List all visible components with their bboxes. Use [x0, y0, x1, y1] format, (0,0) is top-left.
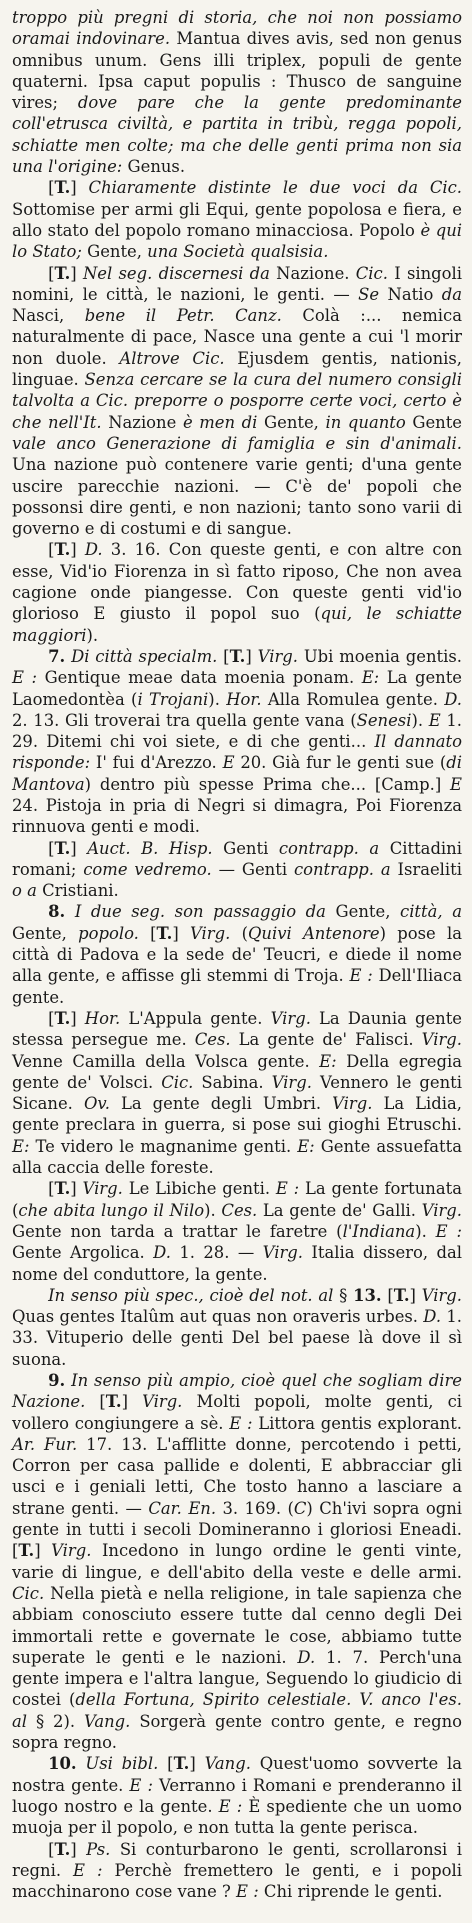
paragraph-libiche-genti: [T.] Virg. Le Libiche genti. E : La gente fortunata (che abita lungo il Nilo). Ces. La gente de' Galli. Virg. Gente non tarda a trattar le faretre (l'Indiana). E : Gente Argolica. D. 1. 28. — Virg. Italia dissero, dal nome del conduttore, la gente. [12, 1179, 462, 1284]
paragraph-nazione: [T.] Nel seg. discernesi da Nazione. Cic. I singoli nomini, le città, le nazioni, le genti. — Se Natio da Nasci, bene il Petr. Canz. Colà :... nemica naturalmente di pace, Nasce una gente a cui 'l morir non duole. Altrove Cic. Ejusdem gentis, nationis, linguae. Senza cercare se la cura del numero consigli talvolta a Cic. preporre o posporre certe voci, certo è che nell'It. Nazione è men di Gente, in quanto Gente vale anco Generazione di famiglia e sin d'animali. Una nazione può contenere varie genti; d'una gente uscire parecchie nazioni. — C'è de' popoli che possonsi dire genti, e non nazioni; tanto sono varii di governo e di costumi e di sangue. [12, 263, 463, 539]
section-9-nazione: 9. In senso più ampio, cioè quel che sogliam dire Nazione. [T.] Virg. Molti popoli, molte genti, ci vollero congiungere a sè. E : Littora gentis explorant. Ar. Fur. 17. 13. L'afflitte donne, percotendo i petti, Corron per casa pallide e dolenti, E abbracciar gli usci e i geniali letti, Che tosto hanno a lasciare a strane genti. — Car. En. 3. 169. (C) Ch'ivi sopra ogni gente in tutti i secoli Domineranno i gloriosi Eneadi. [T.] Virg. Incedono in lungo ordine le genti vinte, varie di lingue, e dell'abito della veste e delle armi. Cic. Nella pietà e nella religione, in tale sapienza che abbiam conosciuto essere tutte dal cenno degli Dei immortali rette e governate le cose, abbiamo tutte superate le genti e le nazioni. D. 1. 7. Perch'una gente impera e l'altra langue, Seguendo lo giudicio di costei (della Fortuna, Spirito celestiale. V. anco l'es. al § 2). Vang. Sorgerà gente contro gente, e regno sopra regno. [12, 1371, 463, 1753]
section-8-passaggio: 8. I due seg. son passaggio da Gente, città, a Gente, popolo. [T.] Virg. (Quivi Antenore) pose la città di Padova e la sede de' Teucri, e diede il nome alla gente, e affisse gli stemmi di Troja. E : Dell'Iliaca gente. [12, 902, 463, 1007]
paragraph-continued: troppo più pregni di storia, che noi non possiamo oramai indovinare. Mantua dives avis, sed non genus omnibus unum. Gens illi triplex, populi de gente quaterni. Ipsa caput populis : Thusco de sanguine vires; dove pare che la gente predominante coll'etrusca civiltà, e partita in tribù, regga popoli, schiatte men colte; ma che delle genti prima non sia una l'origine: Genus. [12, 8, 463, 177]
paragraph-dante-fiorenza: [T.] D. 3. 16. Con queste genti, e con altre con esse, Vid'io Fiorenza in sì fatto riposo, Che non avea cagione onde piangesse. Con queste genti vid'io glorioso E giusto il popol suo (qui, le schiatte maggiori). [12, 540, 462, 645]
paragraph-salmi: [T.] Ps. Si conturbarono le genti, scrollaronsi i regni. E : Perchè fremettero le genti, e i popoli macchinarono cose vane ? E : Chi riprende le genti. [12, 1839, 463, 1902]
paragraph-cic-distinction: [T.] Chiaramente distinte le due voci da Cic. Sottomise per armi gli Equi, gente popolosa e fiera, e allo stato del popolo romano minacciosa. Popolo è qui lo Stato; Gente, una Società qualsisia. [12, 178, 463, 262]
paragraph-senso-speciale: In senso più spec., cioè del not. al § 13. [T.] Virg. Quas gentes Italûm aut quas non oraveris urbes. D. 1. 33. Vituperio delle genti Del bel paese là dove il sì suona. [12, 1285, 463, 1369]
section-10-usi-biblici: 10. Usi bibl. [T.] Vang. Quest'uomo sovverte la nostra gente. E : Verranno i Romani e prenderanno il luogo nostro e la gente. E : È spediente che un uomo muoja per il popolo, e non tutta la gente perisca. [12, 1754, 463, 1838]
paragraph-appula-gente: [T.] Hor. L'Appula gente. Virg. La Daunia gente stessa persegue me. Ces. La gente de' Falisci. Virg. Venne Camilla della Volsca gente. E: Della egregia gente de' Volsci. Cic. Sabina. Virg. Vennero le genti Sicane. Ov. La gente degli Umbri. Virg. La Lidia, gente preclara in guerra, si pose sui gioghi Etruschi. E: Te videro le magnanime genti. E: Gente assuefatta alla caccia delle foreste. [12, 1008, 463, 1178]
section-7-citta: 7. Di città specialm. [T.] Virg. Ubi moenia gentis. E : Gentique meae data moenia ponam. E: La gente Laomedontèa (i Trojani). Hor. Alla Romulea gente. D. 2. 13. Gli troverai tra quella gente vana (Senesi). E 1. 29. Ditemi chi voi siete, e di che genti... Il dannato risponde: I' fui d'Arezzo. E 20. Già fur le genti sue (di Mantova) dentro più spesse Prima che... [Camp.] E 24. Pistoja in pria di Negri si dimagra, Poi Fiorenza rinnuova genti e modi. [12, 646, 463, 837]
paragraph-cittadini-romani: [T.] Auct. B. Hisp. Genti contrapp. a Cittadini romani; come vedremo. — Genti contrapp. a Israeliti o a Cristiani. [12, 838, 462, 901]
